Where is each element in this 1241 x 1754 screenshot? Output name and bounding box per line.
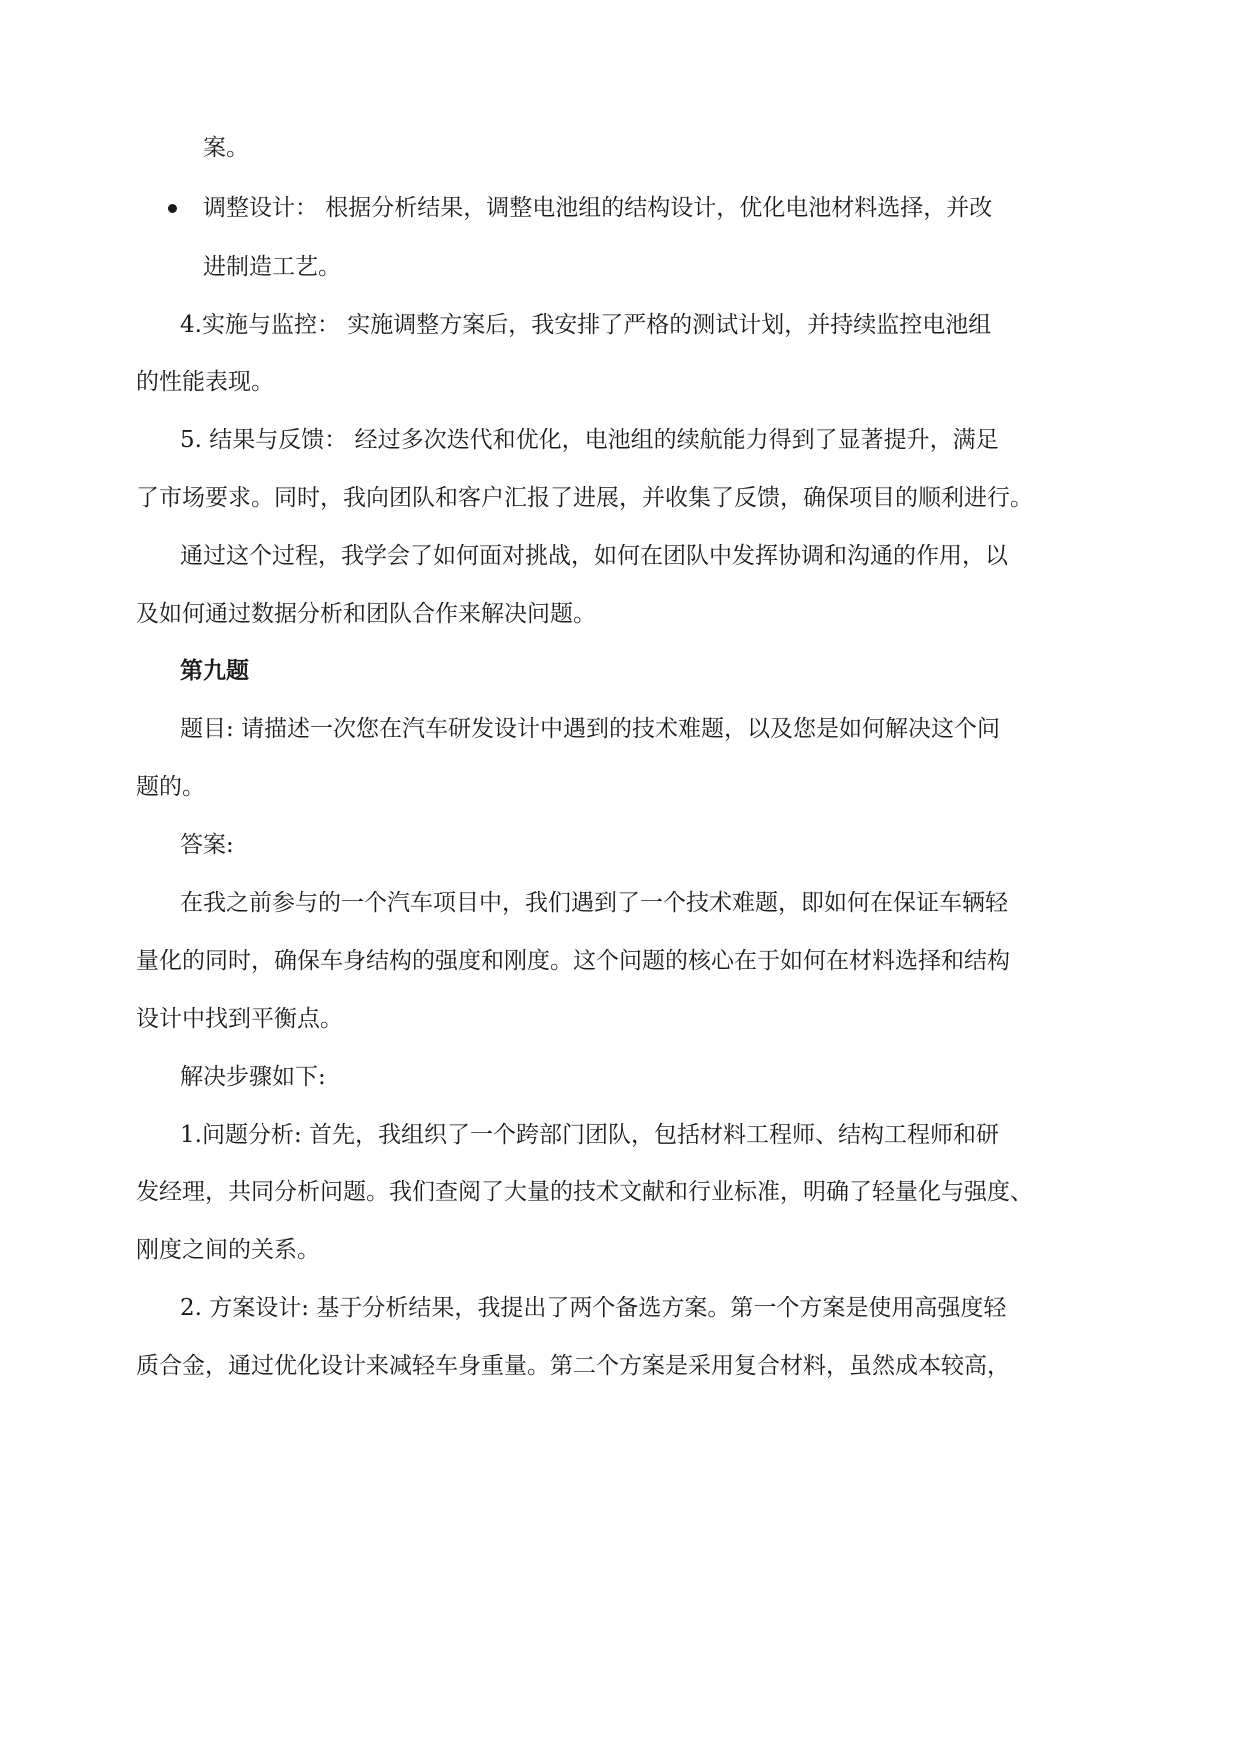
paragraph-line: 设计中找到平衡点。 bbox=[136, 1006, 343, 1032]
paragraph-line: 5. 结果与反馈： 经过多次迭代和优化，电池组的续航能力得到了显著提升，满足 bbox=[180, 427, 999, 453]
question-line: 题目: 请描述一次您在汽车研发设计中遇到的技术难题，以及您是如何解决这个问 bbox=[180, 716, 1001, 742]
paragraph-line: 量化的同时，确保车身结构的强度和刚度。这个问题的核心在于如何在材料选择和结构 bbox=[136, 948, 1010, 974]
list-item-continuation: 案。 bbox=[203, 135, 249, 161]
paragraph-line: 2. 方案设计: 基于分析结果，我提出了两个备选方案。第一个方案是使用高强度轻 bbox=[180, 1295, 1007, 1321]
paragraph-line: 的性能表现。 bbox=[136, 369, 274, 395]
list-item: 调整设计： 根据分析结果，调整电池组的结构设计，优化电池材料选择，并改 bbox=[203, 195, 993, 221]
paragraph-line: 1.问题分析: 首先，我组织了一个跨部门团队，包括材料工程师、结构工程师和研 bbox=[180, 1122, 1000, 1148]
paragraph-line: 了市场要求。同时，我向团队和客户汇报了进展，并收集了反馈，确保项目的顺利进行。 bbox=[136, 485, 1033, 511]
list-item-continuation: 进制造工艺。 bbox=[203, 254, 341, 280]
paragraph-line: 刚度之间的关系。 bbox=[136, 1237, 320, 1263]
paragraph-line: 在我之前参与的一个汽车项目中，我们遇到了一个技术难题，即如何在保证车辆轻 bbox=[180, 890, 1008, 916]
paragraph-line: 解决步骤如下: bbox=[180, 1064, 326, 1090]
question-line: 题的。 bbox=[136, 774, 205, 800]
paragraph-line: 通过这个过程，我学会了如何面对挑战，如何在团队中发挥协调和沟通的作用，以 bbox=[180, 543, 1008, 569]
answer-label: 答案: bbox=[180, 832, 234, 858]
section-heading: 第九题 bbox=[180, 658, 249, 684]
paragraph-line: 质合金，通过优化设计来减轻车身重量。第二个方案是采用复合材料，虽然成本较高， bbox=[136, 1353, 1010, 1379]
paragraph-line: 发经理，共同分析问题。我们查阅了大量的技术文献和行业标准，明确了轻量化与强度、 bbox=[136, 1179, 1033, 1205]
bullet-icon bbox=[168, 204, 177, 213]
paragraph-line: 及如何通过数据分析和团队合作来解决问题。 bbox=[136, 601, 596, 627]
paragraph-line: 4.实施与监控： 实施调整方案后，我安排了严格的测试计划，并持续监控电池组 bbox=[180, 312, 992, 338]
